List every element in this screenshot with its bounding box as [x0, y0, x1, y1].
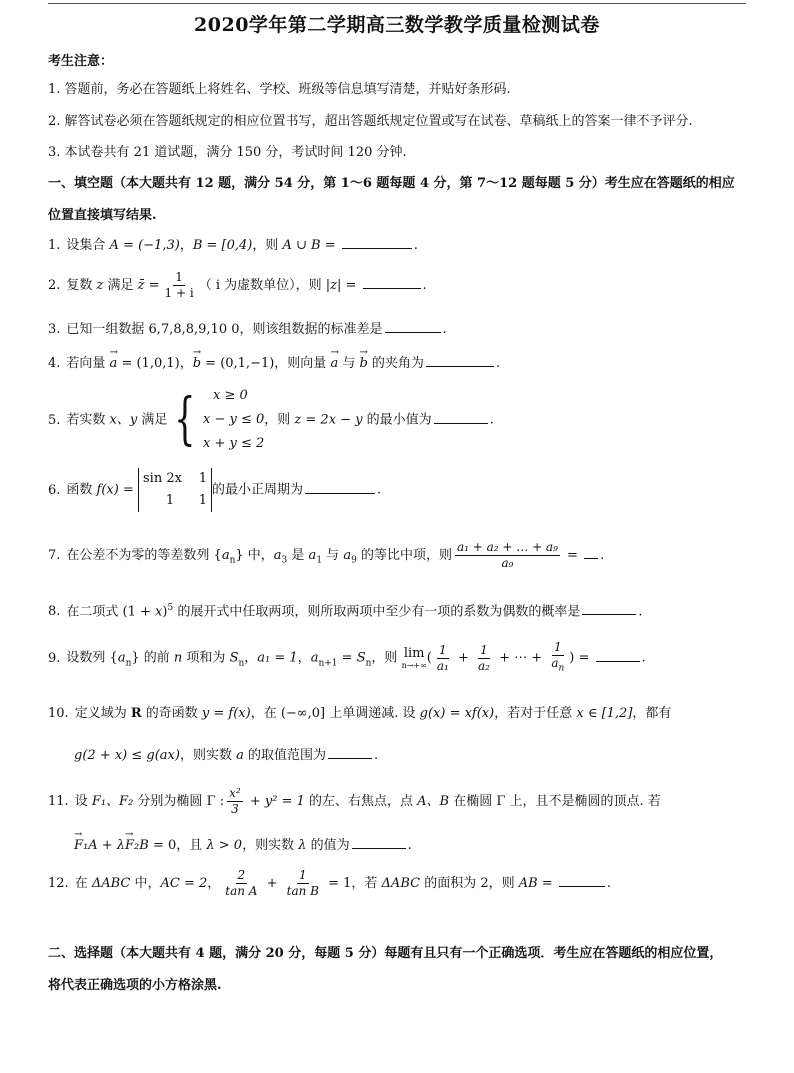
question-12: 12. 在 ΔABC 中，AC = 2， $\frac{2}{\text{tan A}}$ + $\frac{1}{\text{tan B}}$ = 1，若 ΔABC 的面积为 2，则 AB = .	[48, 868, 612, 898]
fraction: $\frac{\text{x²}}{3}$	[229, 786, 241, 816]
page-title: 2020学年第二学期高三数学教学质量检测试卷	[194, 14, 600, 36]
question-2: 2. 复数 z 满足 z̄ = $\frac{1}{1 + i}$ （ i 为虚数单位），则 |z| = .	[48, 270, 427, 300]
q2-number: 2.	[48, 278, 61, 293]
answer-blank	[559, 872, 605, 887]
fraction: $\frac{1}{a_n}$	[551, 640, 565, 674]
q11-number: 11.	[48, 794, 69, 809]
answer-blank	[582, 600, 636, 615]
section2-heading-line1: 二、选择题（本大题共有 4 题，满分 20 分，每题 5 分）每题有且只有一个正确选项．考生应在答题纸的相应位置，	[48, 946, 723, 961]
question-9: 9. 设数列 $\{a_n\}$ 的前 n 项和为 $S_n$，a₁ = 1，$a_{n+1} = S_n$，则 lim n→+∞ ( $\frac{1}{\text{a₁}}$ + $\frac{1}{\text{a₂}}$ + ⋯ + $\frac{1}{a_n}$ ) = .	[48, 640, 754, 676]
answer-blank	[305, 479, 375, 494]
q12-number: 12.	[48, 876, 69, 891]
q7-number: 7.	[48, 548, 61, 563]
answer-blank	[342, 234, 412, 249]
section1-heading-line1: 一、填空题（本大题共有 12 题，满分 54 分，第 1～6 题每题 4 分，第 7～12 题每题 5 分）考生应在答题纸的相应	[48, 176, 735, 191]
section1-heading-line2: 位置直接填写结果.	[48, 208, 157, 223]
question-1: 1. 设集合 A = (−1,3)，B = [0,4)，则 A ∪ B = .	[48, 234, 754, 256]
fraction: $\frac{2}{\text{tan A}}$	[225, 868, 258, 898]
limit: lim n→+∞	[401, 646, 427, 671]
question-4: 4. 若向量 → a = (1,0,1)，→ b = (0,1,−1)，则向量 → a 与 → b 的夹角为 .	[48, 352, 754, 374]
fraction: $\frac{1}{\text{a₁}}$	[436, 642, 449, 673]
fraction: $\frac{\text{a₁ + a₂ + … + a₉}}{\text{a₉}}$	[456, 540, 558, 570]
q4-number: 4.	[48, 356, 61, 371]
question-6: 6. 函数 f(x) = sin 2x 1 1 1的最小正周期为 .	[48, 468, 754, 512]
q8-number: 8.	[48, 604, 61, 620]
question-5: 5. 若实数 x、y 满足 { x ≥ 0 x − y ≤ 0 x + y ≤ 2 ，则 z = 2x − y 的最小值为 .	[48, 384, 754, 456]
question-8: 8. 在二项式 $(1 + x)^5$ 的展开式中任取两项，则所取两项中至少有一项的系数为偶数的概率是 .	[48, 598, 754, 622]
fraction: $\frac{1}{\text{a₂}}$	[478, 642, 490, 673]
determinant: sin 2x 1 1 1	[138, 468, 212, 512]
q6-number: 6.	[48, 482, 61, 498]
section2-heading-line2: 将代表正确选项的小方格涂黑.	[48, 978, 222, 993]
notice-item-2: 2. 解答试卷必须在答题纸规定的相应位置书写，超出答题纸规定位置或写在试卷、草稿纸上的答案一律不予评分.	[48, 114, 693, 129]
question-11-line2: → F₁A + λ→ F₂B = 0，且 λ > 0，则实数 λ 的值为 .	[74, 834, 754, 856]
q9-number: 9.	[48, 650, 61, 666]
answer-blank	[352, 834, 406, 849]
q10-number: 10.	[48, 706, 69, 721]
q3-number: 3.	[48, 322, 61, 337]
question-10-line2: g(2 + x) ≤ g(ax)，则实数 a 的取值范围为 .	[74, 744, 754, 766]
notice-item-1: 1. 答题前，务必在答题纸上将姓名、学校、班级等信息填写清楚，并贴好条形码.	[48, 82, 511, 97]
question-3: 3. 已知一组数据 6,7,8,8,9,10 0，则该组数据的标准差是 .	[48, 318, 754, 340]
left-brace: {	[174, 387, 196, 452]
answer-blank	[426, 352, 494, 367]
answer-blank	[434, 409, 488, 424]
inequality-system: x ≥ 0 x − y ≤ 0 x + y ≤ 2	[203, 388, 265, 451]
fraction: $\frac{1}{1 + i}$	[164, 270, 194, 300]
answer-blank	[385, 318, 441, 333]
top-rule	[48, 3, 746, 4]
notice-heading: 考生注意：	[48, 54, 114, 69]
answer-blank	[363, 274, 421, 289]
q1-number: 1.	[48, 238, 61, 253]
question-10: 10. 定义域为 R 的奇函数 y = f(x)，在 (−∞,0] 上单调递减. 设 g(x) = xf(x)，若对于任意 x ∈ [1,2]，都有	[48, 706, 672, 721]
answer-blank	[584, 544, 598, 559]
question-7: 7. 在公差不为零的等差数列 $\{a_n\}$ 中，$a_3$ 是 $a_1$ 与 $a_9$ 的等比中项，则 $\frac{\text{a₁ + a₂ + … + a₉}}{\text{a₉}}$ = .	[48, 540, 605, 570]
q5-number: 5.	[48, 412, 61, 428]
answer-blank	[328, 744, 372, 759]
notice-item-3: 3. 本试卷共有 21 道试题，满分 150 分，考试时间 120 分钟.	[48, 145, 407, 160]
question-11: 11. 设 F₁、F₂ 分别为椭圆 Γ : $\frac{\text{x²}}{3}$ + y² = 1 的左、右焦点，点 A、B 在椭圆 Γ 上，且不是椭圆的顶点. 若	[48, 786, 661, 816]
answer-blank	[596, 647, 640, 662]
fraction: $\frac{1}{\text{tan B}}$	[286, 868, 319, 898]
